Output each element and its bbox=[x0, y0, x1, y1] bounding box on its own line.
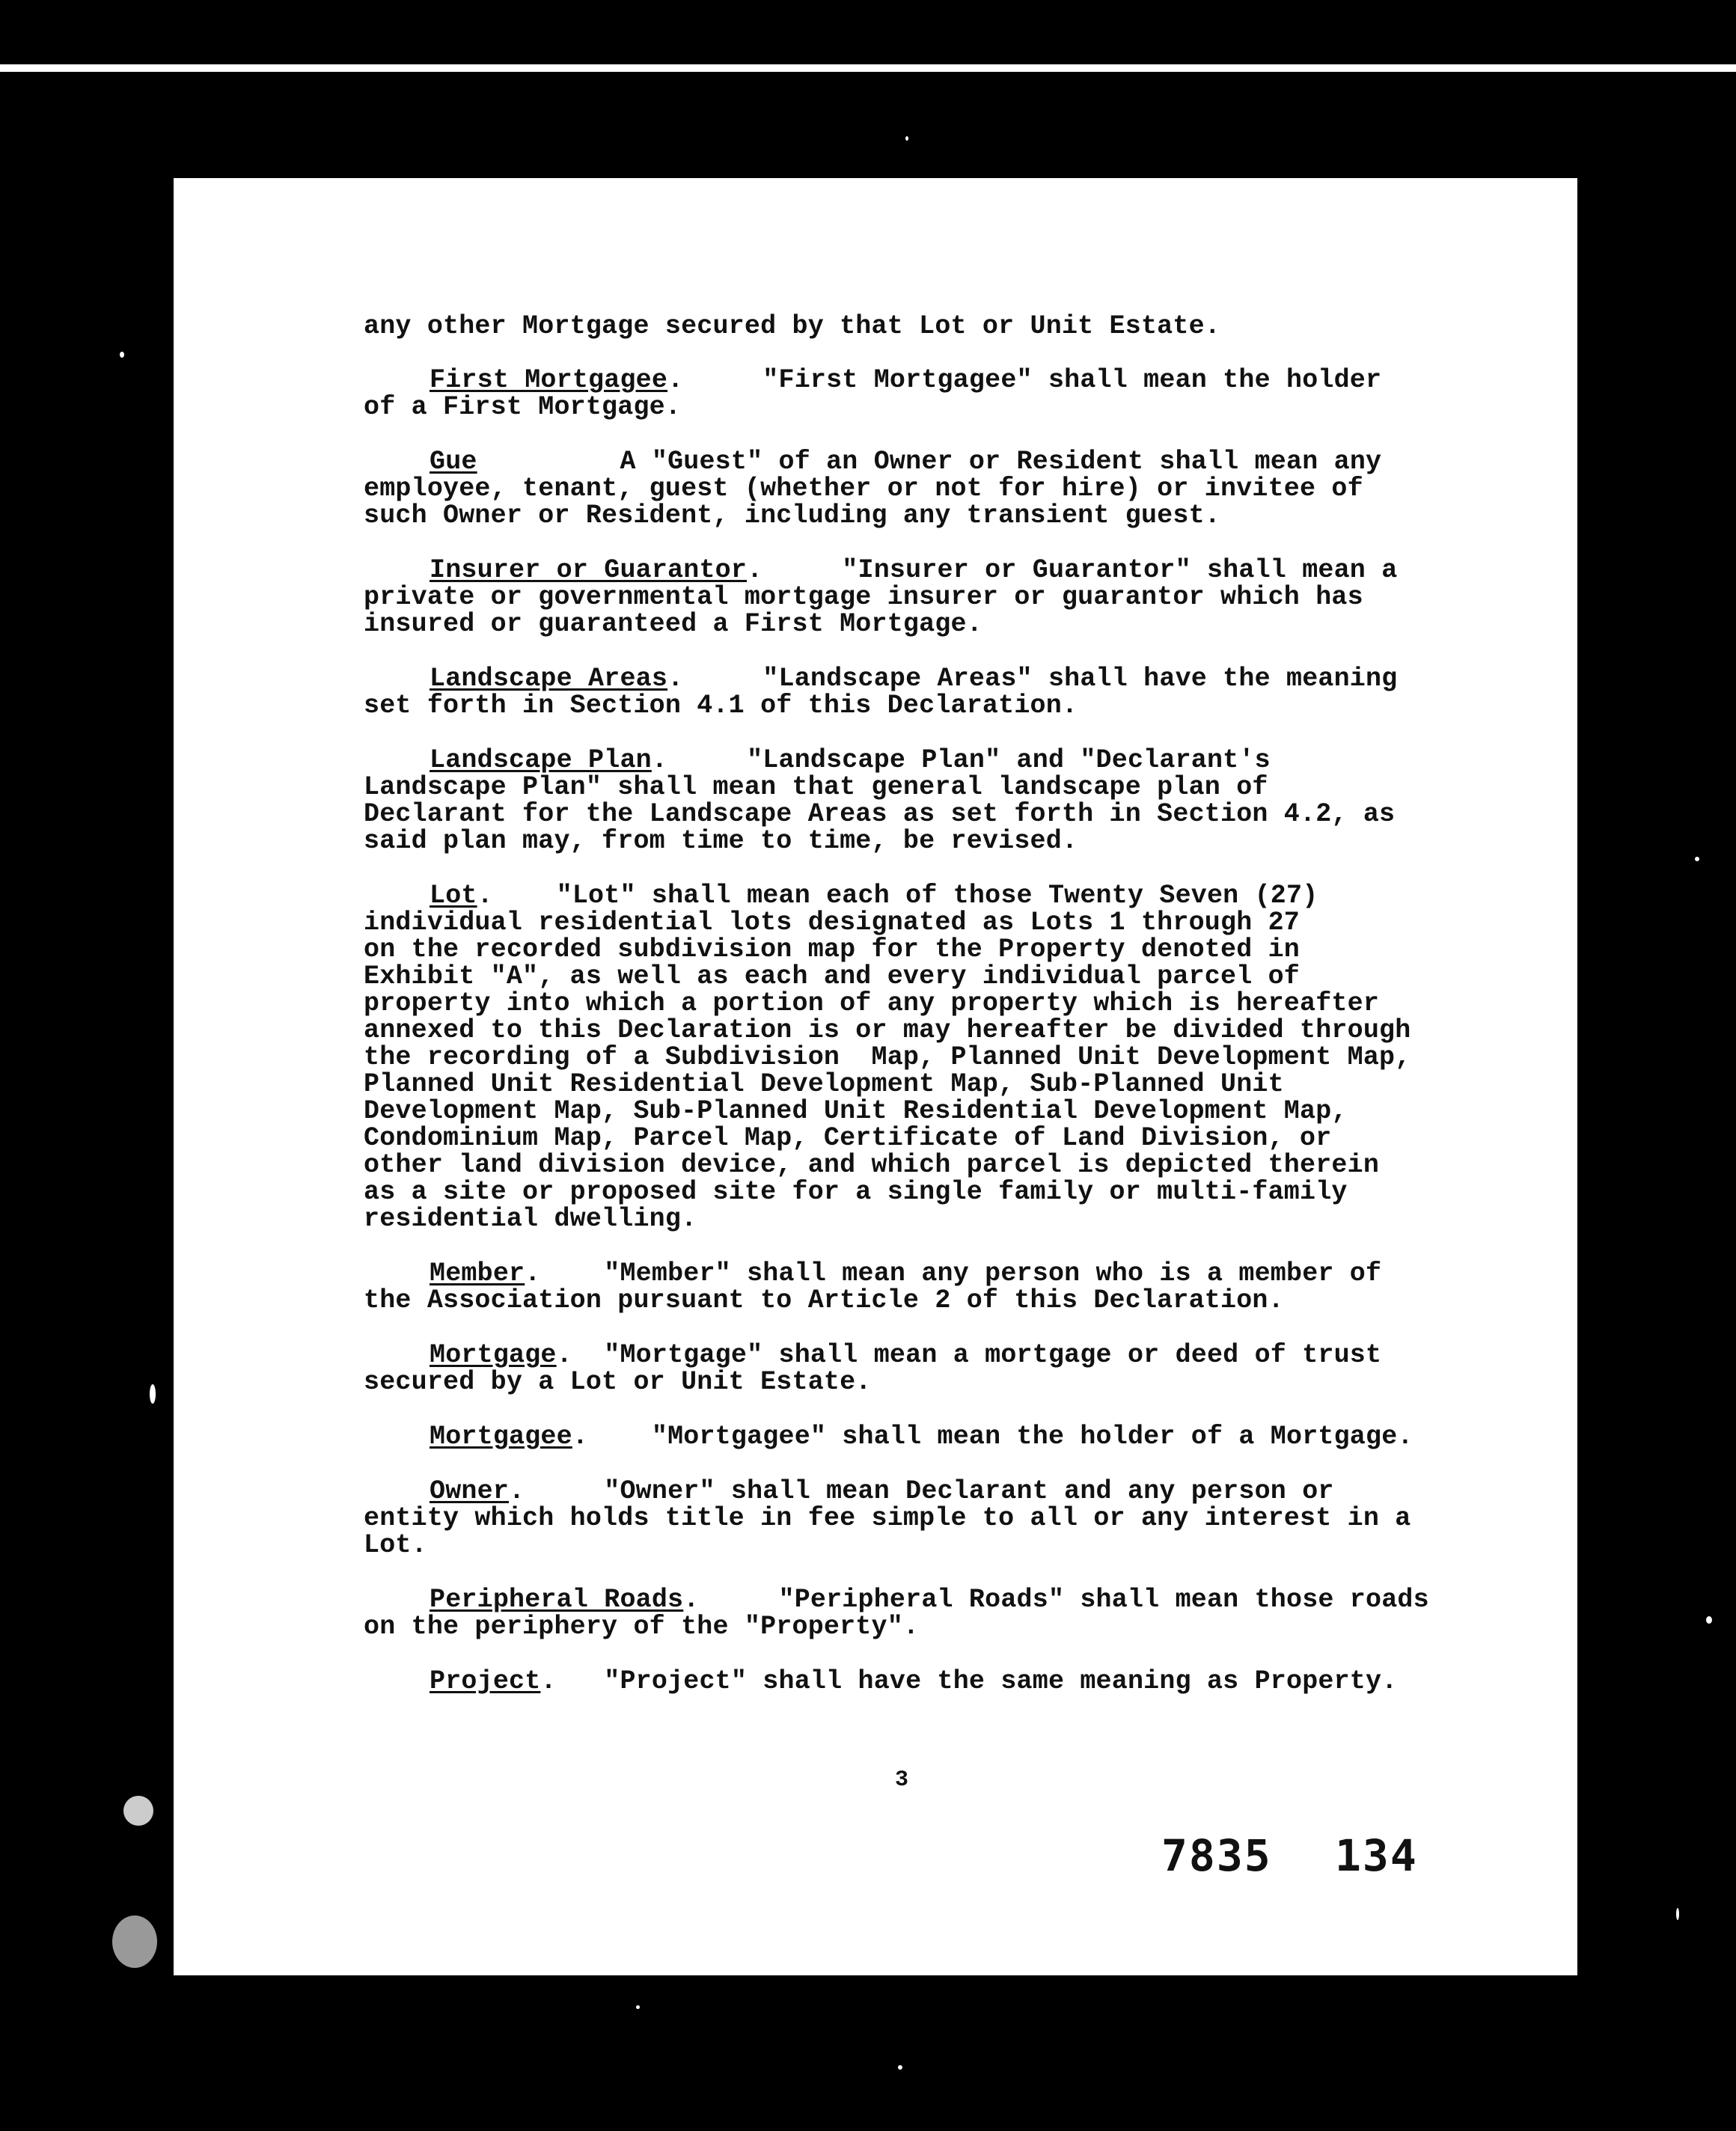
opening-line: any other Mortgage secured by that Lot or Unit Estate. bbox=[364, 311, 1220, 341]
definition-project bbox=[364, 1668, 1501, 1695]
term-heading: Project bbox=[430, 1666, 541, 1696]
term-heading: Mortgagee bbox=[430, 1422, 572, 1452]
definition-text: . "Peripheral Roads" shall mean those roads on the periphery of the "Property". bbox=[364, 1585, 1429, 1642]
term-heading: Peripheral Roads bbox=[430, 1585, 684, 1615]
definition-text: . "Landscape Plan" and "Declarant's Landscape Plan" shall mean that general landscape plan of Declarant for the Landscape Areas as set forth in Section 4.2, as said plan may, from time to time, be revised. bbox=[364, 745, 1396, 856]
document-body bbox=[364, 313, 1501, 1722]
definition-text: . "Project" shall have the same meaning as Property. bbox=[540, 1666, 1398, 1696]
definition-landscape-plan bbox=[364, 747, 1501, 854]
definition-text: . "Mortgagee" shall mean the holder of a Mortgage. bbox=[572, 1422, 1413, 1452]
term-heading: Gue bbox=[430, 447, 477, 477]
definition-text: . "Member" shall mean any person who is a member of the Association pursuant to Article 2 of this Declaration. bbox=[364, 1259, 1382, 1315]
recording-stamp-page: 134 bbox=[1335, 1830, 1418, 1881]
definition-text: . "Mortgage" shall mean a mortgage or deed of trust secured by a Lot or Unit Estate. bbox=[364, 1340, 1382, 1397]
definition-mortgagee bbox=[364, 1423, 1501, 1450]
page-number: 3 bbox=[895, 1767, 909, 1793]
scan-speck bbox=[636, 2005, 640, 2009]
scan-speck bbox=[1706, 1616, 1712, 1624]
definition-lot bbox=[364, 882, 1501, 1232]
term-heading: Member bbox=[430, 1259, 525, 1288]
definition-first-mortgagee bbox=[364, 367, 1501, 421]
scan-speck bbox=[898, 2065, 902, 2070]
term-heading: Owner bbox=[430, 1476, 510, 1506]
term-heading: Mortgage bbox=[430, 1340, 557, 1370]
term-heading: Insurer or Guarantor bbox=[430, 555, 748, 585]
definition-guest bbox=[364, 448, 1501, 529]
scan-speck bbox=[905, 136, 908, 141]
scan-speck bbox=[123, 1796, 153, 1826]
definition-owner bbox=[364, 1478, 1501, 1559]
definition-landscape-areas bbox=[364, 665, 1501, 719]
scan-speck bbox=[1695, 857, 1699, 861]
definition-text: . "Insurer or Guarantor" shall mean a private or governmental mortgage insurer or guarantor which has insured or guaranteed a First Mortgage. bbox=[364, 555, 1398, 639]
scan-speck bbox=[150, 1384, 156, 1404]
definition-text: . "Landscape Areas" shall have the meaning set forth in Section 4.1 of this Declaration. bbox=[364, 664, 1398, 721]
term-heading: Landscape Plan bbox=[430, 745, 652, 775]
definition-mortgage bbox=[364, 1342, 1501, 1395]
term-heading: Landscape Areas bbox=[430, 664, 668, 694]
scan-top-shadow bbox=[0, 72, 1736, 144]
definition-member bbox=[364, 1260, 1501, 1314]
definition-text: . "Lot" shall mean each of those Twenty Seven (27) individual residential lots designated as Lots 1 through 27 on the recorded subdivision map for the Property denoted in Exhibit "A", as well as each and every individual parcel of property into which a portion of any property which is hereafter annexed to this Declaration is or may hereafter be divided through the recording of a Subdivision Map, Planned Unit Development Map, Planned Unit Residential Development Map, Sub-Planned Unit Development Map, Sub-Planned Unit Residential Development Map, Condominium Map, Parcel Map, Certificate of Land Division, or other land division device, and which parcel is depicted therein as a site or proposed site for a single family or multi-family residential dwelling. bbox=[364, 881, 1411, 1234]
scan-speck bbox=[1676, 1908, 1679, 1920]
term-heading: First Mortgagee bbox=[430, 365, 668, 395]
scan-speck bbox=[120, 352, 124, 358]
recording-stamp-book: 7835 bbox=[1161, 1830, 1272, 1881]
definition-text: . "Owner" shall mean Declarant and any person or entity which holds title in fee simple to all or any interest in a Lot. bbox=[364, 1476, 1411, 1560]
definition-text: A "Guest" of an Owner or Resident shall mean any employee, tenant, guest (whether or not for hire) or invitee of such Owner or Resident, including any transient guest. bbox=[364, 447, 1382, 531]
scan-speck bbox=[112, 1916, 157, 1968]
definition-peripheral-roads bbox=[364, 1586, 1501, 1640]
term-heading: Lot bbox=[430, 881, 477, 911]
definition-text: . "First Mortgagee" shall mean the holder of a First Mortgage. bbox=[364, 365, 1382, 422]
definition-insurer-or-guarantor bbox=[364, 557, 1501, 638]
